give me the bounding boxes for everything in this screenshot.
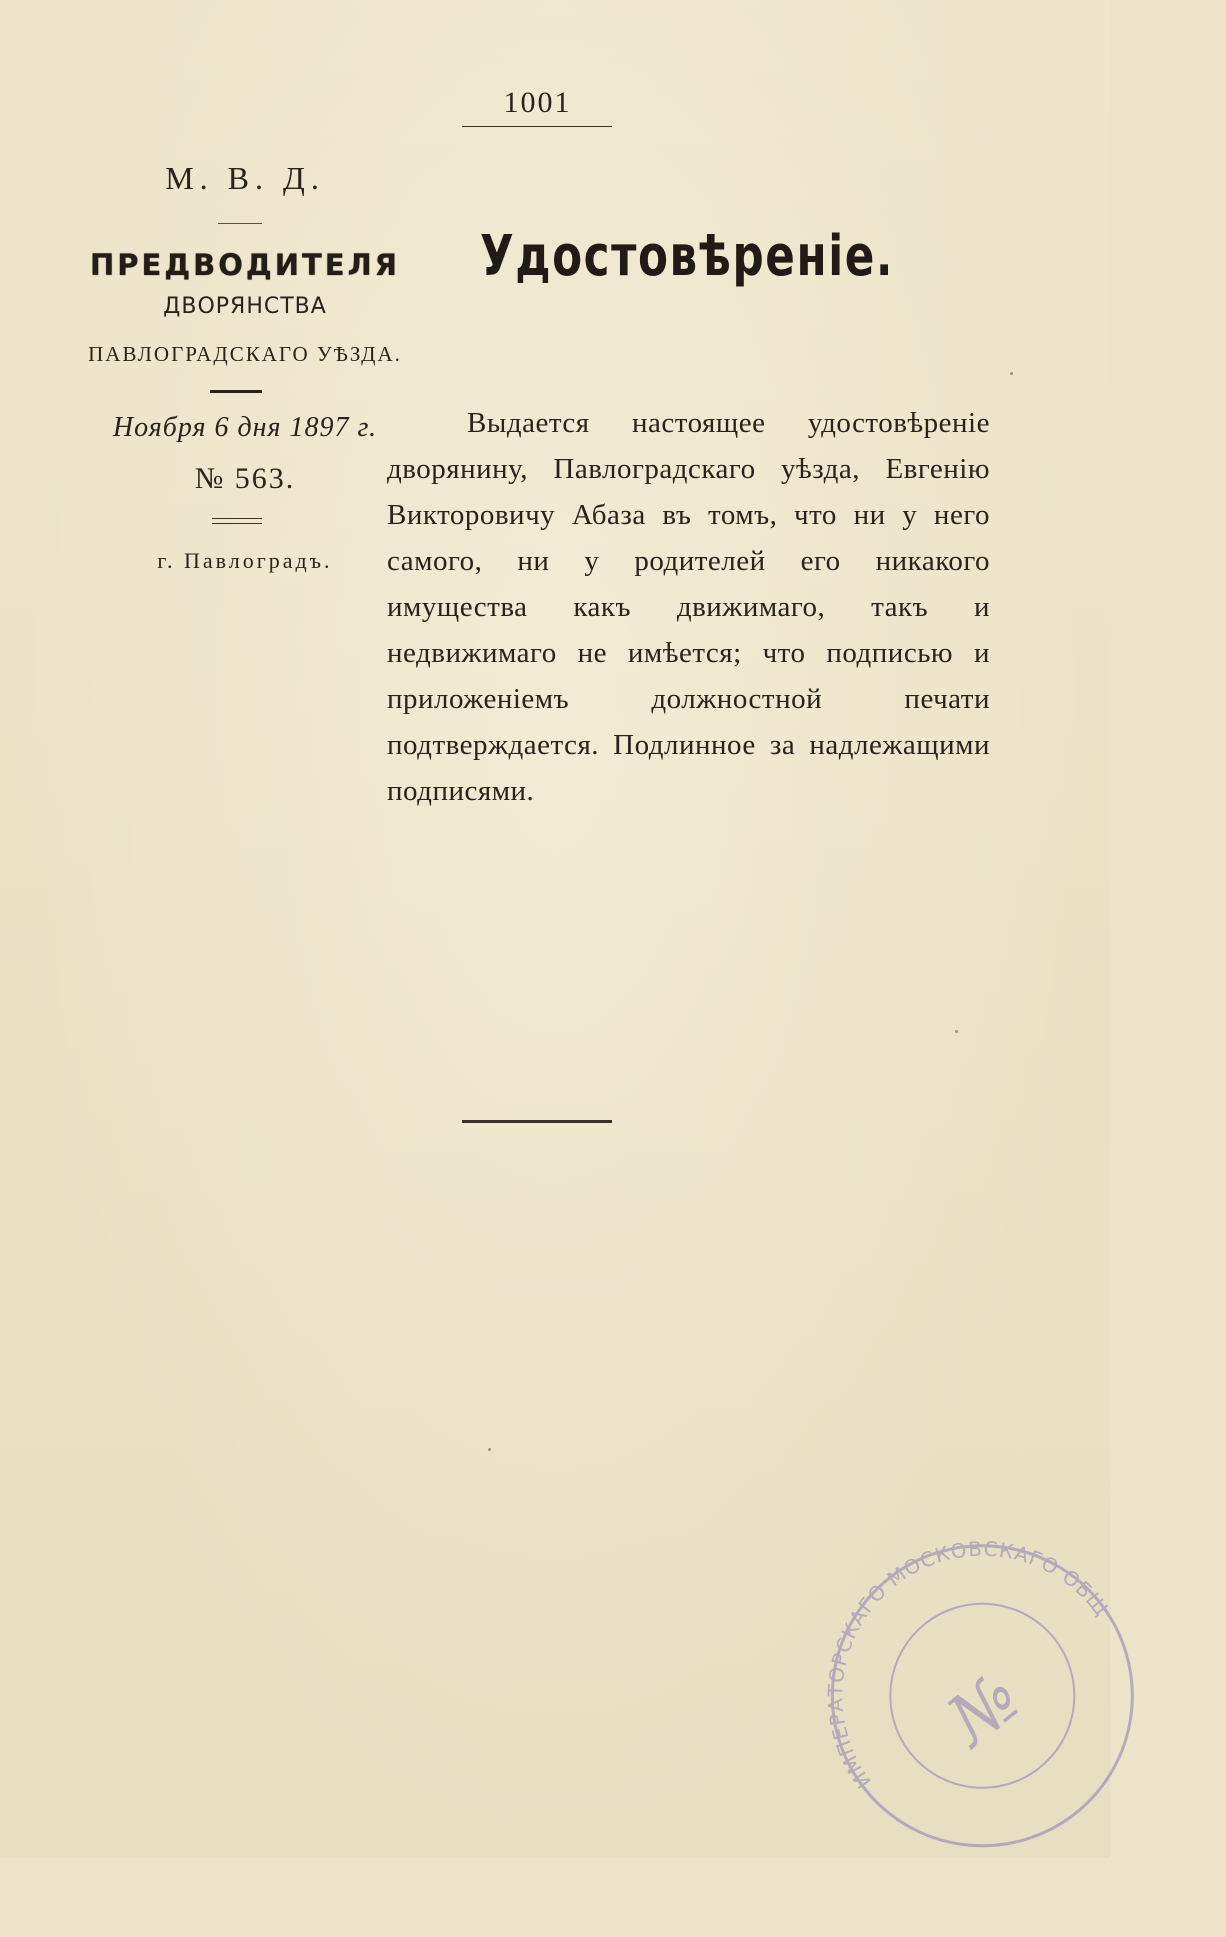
stamp-text-path: ИМПЕРАТОРСКАГО МОСКОВСКАГО ОБЩЕСТВА СЕЛЬСКАГО ХОЗЯЙСТВА: [717, 1536, 1115, 1793]
document-body: Выдается настоящее удостовѣреніе дворянину, Павлоградскаго уѣзда, Евгенію Викторовичу Абаза въ томъ, что ни у него самого, ни у родителей его никакого имущества какъ движимаго, такъ и недвижимаго не имѣется; что подписью и приложеніемъ должностной печати подтверждается. Подлинное за надлежащими подписями.: [387, 407, 990, 807]
double-rule-top: [212, 518, 262, 519]
stamp-number-sign: №: [932, 1655, 1036, 1762]
paper-fleck: [488, 1448, 491, 1451]
page-number-rule: [462, 126, 612, 127]
double-rule-bottom: [212, 523, 262, 524]
office-title: ПРЕДВОДИТЕЛЯ: [89, 248, 401, 282]
stamp-text: [717, 1427, 1114, 1820]
nobility-label: ДВОРЯНСТВА: [163, 294, 327, 319]
header-divider: [218, 223, 262, 224]
header-thick-divider: [210, 390, 262, 393]
district-label: ПАВЛОГРАДСКАГО УѢЗДА.: [88, 342, 402, 366]
closing-rule: [462, 1120, 612, 1123]
document-title: Удостовѣреніе.: [480, 224, 895, 289]
library-stamp: [717, 1427, 1222, 1932]
stamp-graphic: [717, 1427, 1222, 1932]
paper-fleck: [1010, 372, 1013, 375]
issue-date: Ноября 6 дня 1897 г.: [112, 412, 378, 443]
ministry-label: М. В. Д.: [165, 160, 325, 196]
document-number: № 563.: [194, 462, 296, 495]
page-number: 1001: [503, 86, 572, 119]
paper-fleck: [955, 1030, 958, 1033]
issue-city: г. Павлоградъ.: [157, 548, 333, 573]
